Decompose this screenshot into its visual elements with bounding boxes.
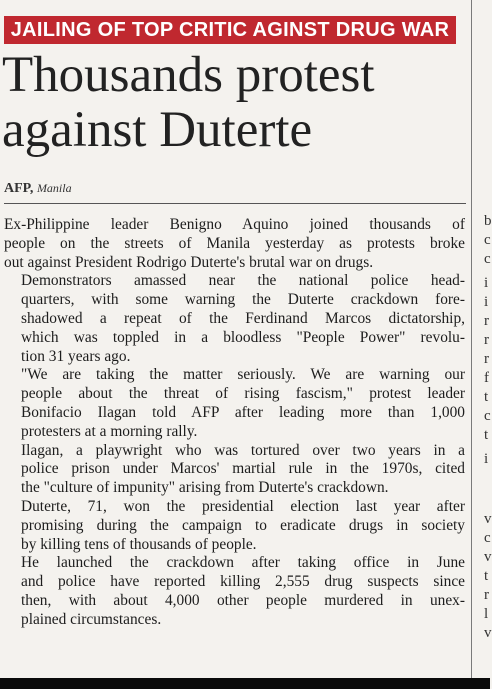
- adjacent-column-letter: i: [484, 275, 489, 291]
- article-paragraph: [4, 498, 465, 554]
- adjacent-column-letter: c: [484, 408, 491, 424]
- article-line: promising during the campaign to eradicate drugs in society: [21, 516, 465, 534]
- adjacent-column-letter: i: [484, 294, 489, 310]
- article-line: quarters, with some warning the Duterte crackdown fore-: [21, 291, 465, 309]
- article-line: police prison under Marcos' martial rule in the 1970s, cited: [21, 460, 465, 478]
- adjacent-column-letter: t: [484, 568, 489, 584]
- adjacent-column-letter: c: [484, 530, 491, 546]
- article-line: which was toppled in a bloodless "People Power" revolu-: [21, 328, 465, 346]
- byline-location: Manila: [36, 181, 72, 195]
- article-paragraph: [4, 216, 465, 272]
- adjacent-column-letter: r: [484, 332, 489, 348]
- article-line: "We are taking the matter seriously. We are warning our: [21, 366, 465, 384]
- adjacent-column-letter: v: [484, 625, 492, 641]
- headline: [2, 48, 468, 158]
- adjacent-column-letter: i: [484, 451, 489, 467]
- article-line: protesters at a morning rally.: [21, 422, 198, 440]
- article-line: He launched the crackdown after taking office in June: [21, 554, 465, 572]
- article-line: people about the threat of rising fascism," protest leader: [21, 385, 465, 403]
- article-paragraph: [4, 442, 465, 498]
- article-body: [4, 216, 465, 630]
- article-line: shadowed a repeat of the Ferdinand Marcos dictatorship,: [21, 309, 465, 327]
- kicker-banner: JAILING OF TOP CRITIC AGINST DRUG WAR: [4, 16, 456, 44]
- article-line: tion 31 years ago.: [21, 347, 131, 365]
- article-line: and police have reported killing 2,555 drug suspects since: [21, 573, 465, 591]
- article-line: by killing tens of thousands of people.: [21, 535, 257, 553]
- adjacent-column-letter: t: [484, 389, 489, 405]
- adjacent-column-letter: c: [484, 251, 491, 267]
- headline-line-1: Thousands protest: [2, 47, 375, 103]
- article-line: out against President Rodrigo Duterte's brutal war on drugs.: [4, 253, 374, 271]
- article-line: people on the streets of Manila yesterday as protests broke: [4, 234, 465, 252]
- byline-agency: AFP,: [4, 181, 34, 196]
- article-line: plained circumstances.: [21, 610, 162, 628]
- adjacent-column-letter: v: [484, 549, 492, 565]
- byline: [4, 181, 72, 197]
- article-paragraph: [4, 366, 465, 441]
- adjacent-column-letter: c: [484, 232, 491, 248]
- byline-rule: [4, 203, 466, 204]
- article-line: Demonstrators amassed near the national police head-: [21, 272, 465, 290]
- article-paragraph: [4, 272, 465, 366]
- adjacent-column-letter: l: [484, 606, 489, 622]
- adjacent-column-letter: f: [484, 370, 489, 386]
- article-line: Duterte, 71, won the presidential election last year after: [21, 497, 465, 515]
- article-paragraph: [4, 554, 465, 629]
- article-line: Bonifacio Ilagan told AFP after leading more than 1,000: [21, 403, 465, 421]
- adjacent-column-letter: r: [484, 587, 489, 603]
- adjacent-column-letter: r: [484, 351, 489, 367]
- article-line: Ilagan, a playwright who was tortured over two years in a: [21, 441, 465, 459]
- column-divider: [471, 0, 472, 678]
- article-line: Ex-Philippine leader Benigno Aquino joined thousands of: [4, 216, 465, 233]
- bottom-edge: [0, 678, 490, 689]
- article-line: the "culture of impunity" arising from Duterte's crackdown.: [21, 479, 389, 497]
- headline-line-2: against Duterte: [2, 102, 313, 158]
- adjacent-column-letter: t: [484, 427, 489, 443]
- adjacent-column-letter: r: [484, 313, 489, 329]
- adjacent-column-letter: v: [484, 511, 492, 527]
- article-line: then, with about 4,000 other people murdered in unex-: [21, 591, 465, 609]
- adjacent-column-letter: b: [484, 213, 492, 229]
